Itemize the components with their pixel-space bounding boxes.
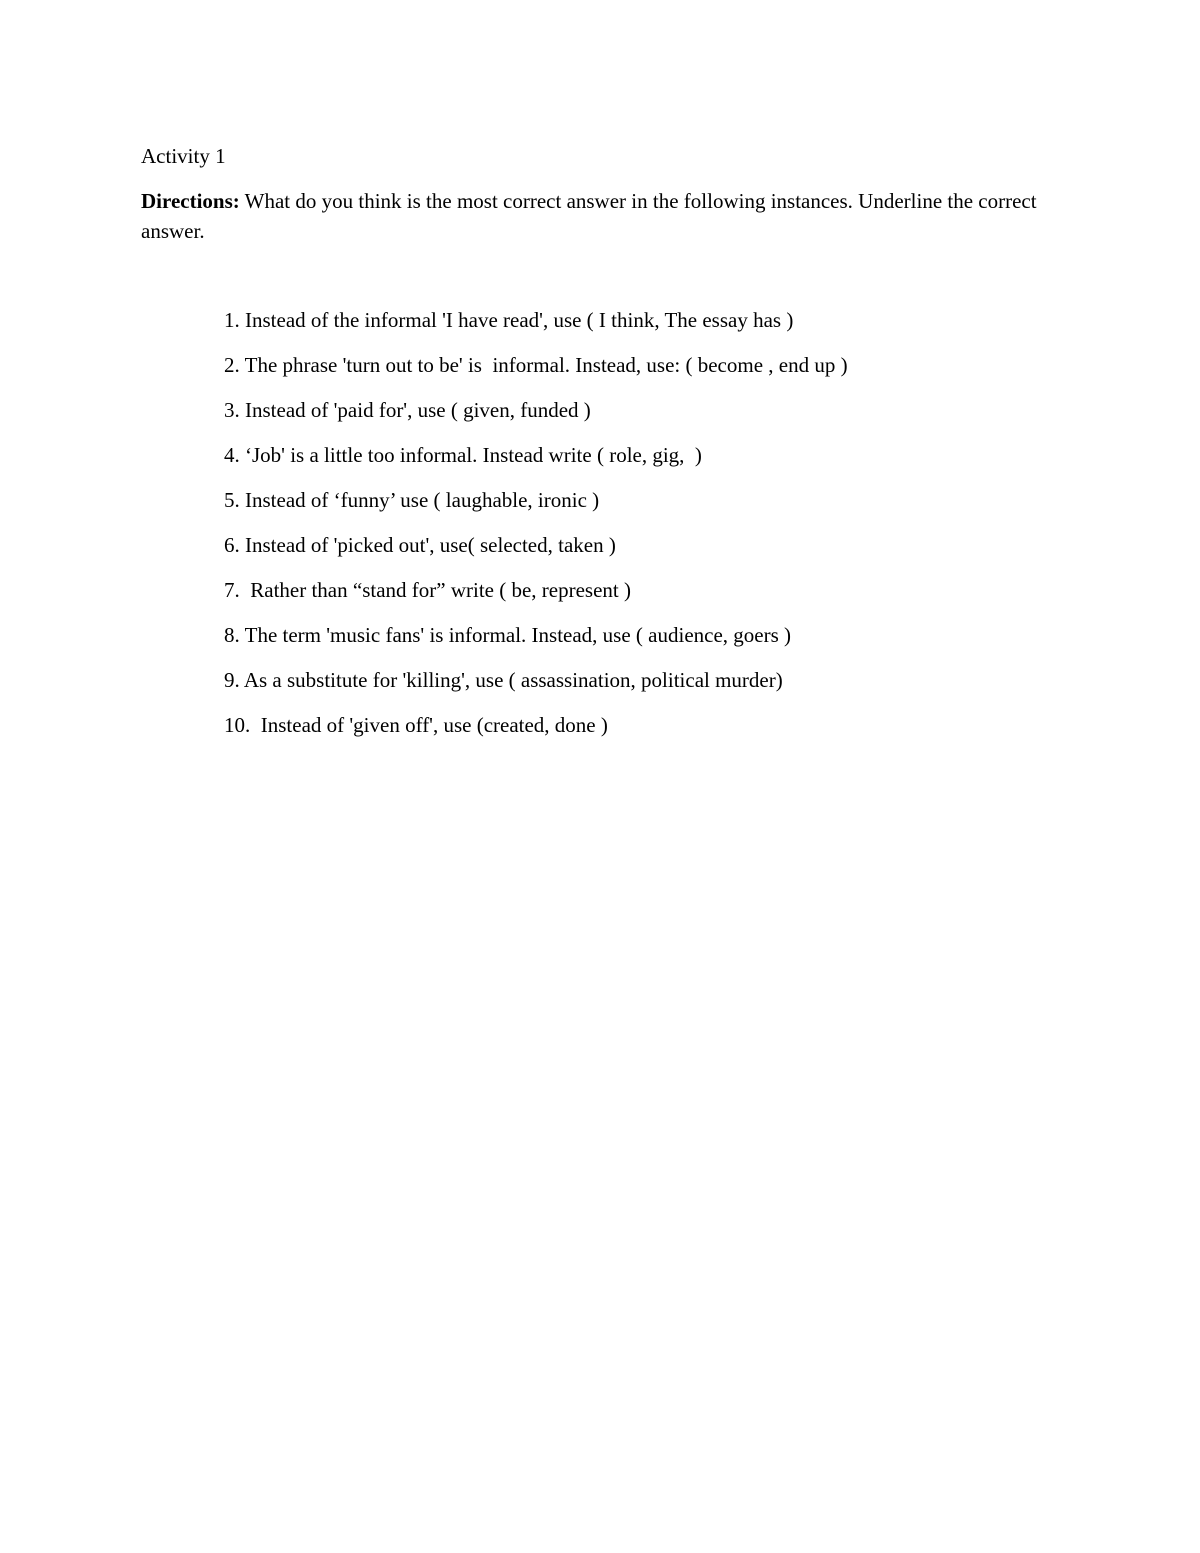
question-number: 7. bbox=[224, 578, 240, 602]
activity-title: Activity 1 bbox=[141, 144, 226, 168]
question-text: Rather than “stand for” write ( be, represent ) bbox=[239, 578, 631, 602]
question-item bbox=[224, 621, 848, 666]
question-item bbox=[224, 576, 848, 621]
question-number: 1. bbox=[224, 308, 240, 332]
question-text: Instead of ‘funny’ use ( laughable, ironic ) bbox=[239, 488, 600, 512]
question-number: 6. bbox=[224, 533, 240, 557]
directions-paragraph bbox=[141, 186, 1061, 246]
question-text: As a substitute for 'killing', use ( assassination, political murder) bbox=[239, 668, 783, 692]
question-item bbox=[224, 486, 848, 531]
question-text: Instead of the informal 'I have read', use ( I think, The essay has ) bbox=[239, 308, 794, 332]
question-list bbox=[224, 306, 848, 756]
question-text: Instead of 'paid for', use ( given, funded ) bbox=[239, 398, 591, 422]
question-number: 2. bbox=[224, 353, 240, 377]
question-item bbox=[224, 531, 848, 576]
directions-text: What do you think is the most correct answer in the following instances. Underline the correct answer. bbox=[141, 189, 1037, 243]
question-item bbox=[224, 711, 848, 756]
question-number: 8. bbox=[224, 623, 240, 647]
question-number: 5. bbox=[224, 488, 240, 512]
question-text: Instead of 'given off', use (created, done ) bbox=[250, 713, 608, 737]
question-item bbox=[224, 351, 848, 396]
question-text: The phrase 'turn out to be' is informal. Instead, use: ( become , end up ) bbox=[239, 353, 848, 377]
question-item bbox=[224, 306, 848, 351]
question-number: 10. bbox=[224, 713, 251, 737]
question-number: 4. bbox=[224, 443, 240, 467]
question-item bbox=[224, 441, 848, 486]
question-item bbox=[224, 666, 848, 711]
question-text: The term 'music fans' is informal. Instead, use ( audience, goers ) bbox=[239, 623, 792, 647]
question-number: 3. bbox=[224, 398, 240, 422]
directions-label: Directions: bbox=[141, 189, 240, 213]
question-text: ‘Job' is a little too informal. Instead write ( role, gig, ) bbox=[239, 443, 702, 467]
question-text: Instead of 'picked out', use( selected, taken ) bbox=[239, 533, 616, 557]
question-item bbox=[224, 396, 848, 441]
question-number: 9. bbox=[224, 668, 240, 692]
